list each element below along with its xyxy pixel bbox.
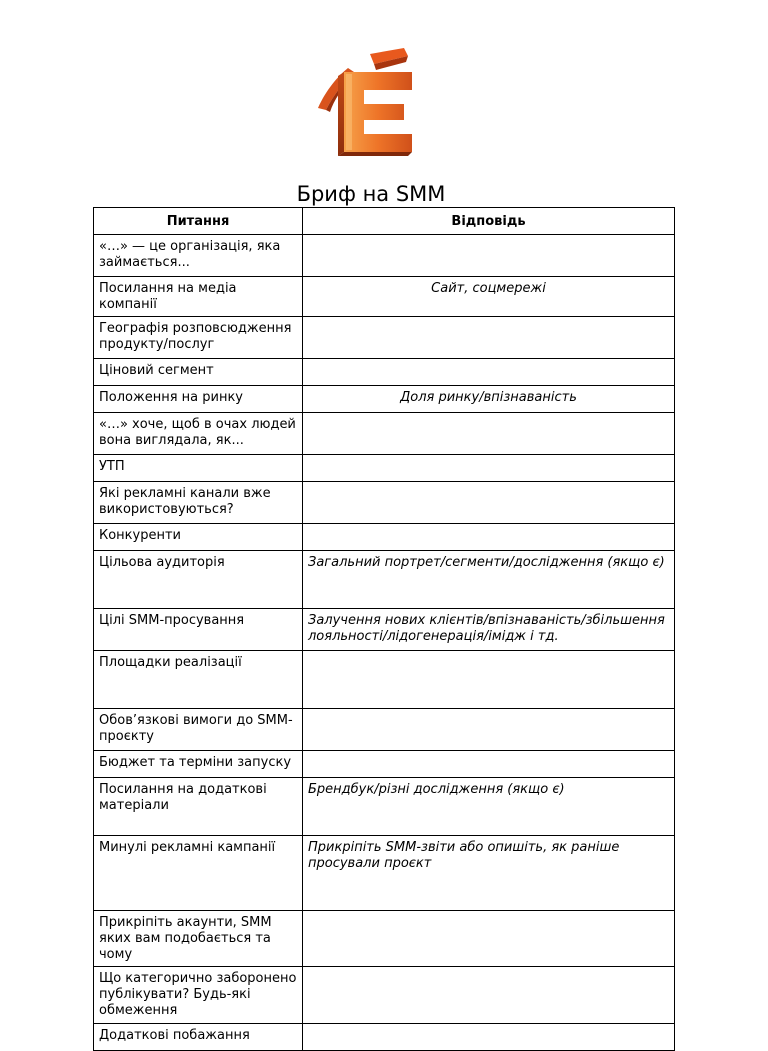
answer-cell[interactable]: Сайт, соцмережі bbox=[303, 277, 675, 317]
table-row bbox=[94, 482, 675, 524]
question-cell: Конкуренти bbox=[94, 524, 303, 551]
answer-cell[interactable] bbox=[303, 235, 675, 277]
answer-cell[interactable] bbox=[303, 709, 675, 751]
table-row bbox=[94, 277, 675, 317]
answer-cell[interactable]: Брендбук/різні дослідження (якщо є) bbox=[303, 778, 675, 836]
question-cell: «…» хоче, щоб в очах людей вона виглядала, як... bbox=[94, 413, 303, 455]
table-row bbox=[94, 524, 675, 551]
answer-cell[interactable] bbox=[303, 911, 675, 967]
question-cell: Прикріпіть акаунти, SMM яких вам подобається та чому bbox=[94, 911, 303, 967]
question-cell: Географія розповсюдження продукту/послуг bbox=[94, 317, 303, 359]
answer-cell[interactable]: Доля ринку/впізнаваність bbox=[303, 386, 675, 413]
table-row bbox=[94, 651, 675, 709]
table-header-row bbox=[94, 208, 675, 235]
question-cell: «…» — це організація, яка займається... bbox=[94, 235, 303, 277]
table-row bbox=[94, 709, 675, 751]
answer-cell[interactable] bbox=[303, 317, 675, 359]
table-row bbox=[94, 235, 675, 277]
answer-cell[interactable] bbox=[303, 413, 675, 455]
table-row bbox=[94, 778, 675, 836]
table-row bbox=[94, 551, 675, 609]
answer-cell[interactable] bbox=[303, 359, 675, 386]
answer-cell[interactable] bbox=[303, 651, 675, 709]
question-cell: Посилання на медіа компанії bbox=[94, 277, 303, 317]
question-cell: Цільова аудиторія bbox=[94, 551, 303, 609]
table-row bbox=[94, 317, 675, 359]
table-row bbox=[94, 359, 675, 386]
table-row bbox=[94, 386, 675, 413]
column-header-question: Питання bbox=[94, 208, 303, 235]
question-cell: Положення на ринку bbox=[94, 386, 303, 413]
letter-e-acute-logo-icon bbox=[312, 42, 422, 160]
table-row bbox=[94, 836, 675, 911]
table-row bbox=[94, 413, 675, 455]
table-row bbox=[94, 609, 675, 651]
question-cell: УТП bbox=[94, 455, 303, 482]
table-row bbox=[94, 751, 675, 778]
answer-cell[interactable] bbox=[303, 751, 675, 778]
question-cell: Що категорично заборонено публікувати? Будь-які обмеження bbox=[94, 967, 303, 1024]
question-cell: Площадки реалізації bbox=[94, 651, 303, 709]
question-cell: Обов’язкові вимоги до SMM-проєкту bbox=[94, 709, 303, 751]
answer-cell[interactable] bbox=[303, 482, 675, 524]
question-cell: Посилання на додаткові матеріали bbox=[94, 778, 303, 836]
document-title: Бриф на SMM bbox=[296, 182, 446, 206]
answer-cell[interactable] bbox=[303, 524, 675, 551]
question-cell: Минулі рекламні кампанії bbox=[94, 836, 303, 911]
column-header-answer: Відповідь bbox=[303, 208, 675, 235]
answer-cell[interactable]: Загальний портрет/сегменти/дослідження (якщо є) bbox=[303, 551, 675, 609]
table-row bbox=[94, 911, 675, 967]
answer-cell[interactable]: Залучення нових клієнтів/впізнаваність/збільшення лояльності/лідогенерація/імідж і тд. bbox=[303, 609, 675, 651]
table-row bbox=[94, 1024, 675, 1051]
answer-cell[interactable]: Прикріпіть SMM-звіти або опишіть, як раніше просували проєкт bbox=[303, 836, 675, 911]
table-body bbox=[94, 235, 675, 1051]
answer-cell[interactable] bbox=[303, 967, 675, 1024]
question-cell: Цілі SMM-просування bbox=[94, 609, 303, 651]
table-row bbox=[94, 967, 675, 1024]
answer-cell[interactable] bbox=[303, 1024, 675, 1051]
question-cell: Ціновий сегмент bbox=[94, 359, 303, 386]
brief-table bbox=[93, 207, 675, 1051]
question-cell: Які рекламні канали вже використовуються? bbox=[94, 482, 303, 524]
question-cell: Додаткові побажання bbox=[94, 1024, 303, 1051]
table-row bbox=[94, 455, 675, 482]
answer-cell[interactable] bbox=[303, 455, 675, 482]
question-cell: Бюджет та терміни запуску bbox=[94, 751, 303, 778]
